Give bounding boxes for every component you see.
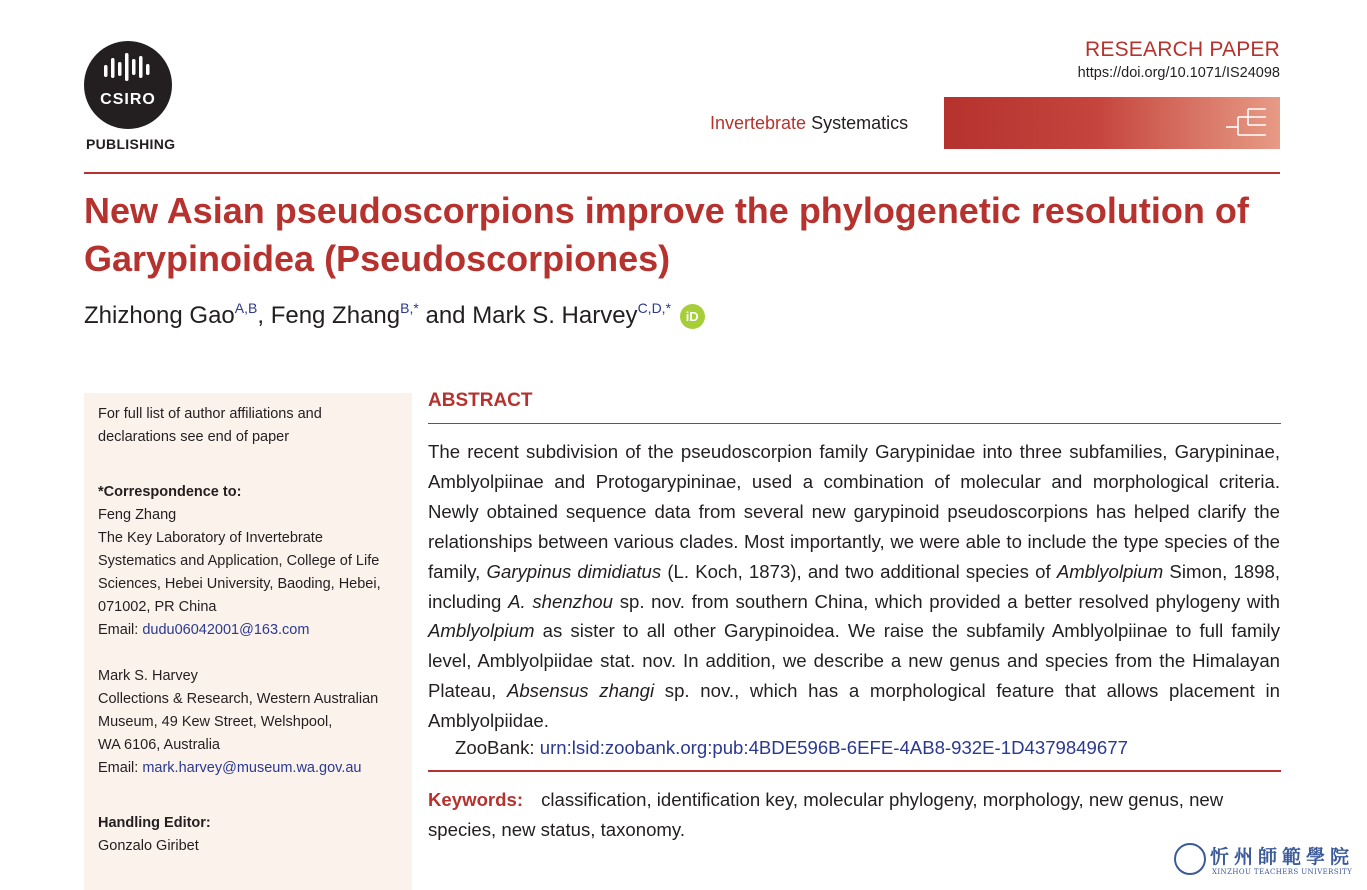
author-affiliation: A,B bbox=[234, 300, 258, 316]
handling-editor-name: Gonzalo Giribet bbox=[98, 838, 199, 854]
watermark-english-name: XINZHOU TEACHERS UNIVERSITY bbox=[1212, 868, 1353, 876]
author-name: Feng Zhang bbox=[270, 302, 401, 329]
journal-name-part1: Invertebrate bbox=[710, 113, 807, 133]
affiliations-note: For full list of author affiliations and declarations see end of paper bbox=[98, 406, 322, 445]
contact-address: The Key Laboratory of Invertebrate bbox=[98, 530, 323, 546]
taxon-name: A. shenzhou bbox=[508, 590, 613, 612]
article-type: RESEARCH PAPER bbox=[1085, 38, 1280, 61]
taxon-name: Amblyolpium bbox=[428, 620, 535, 642]
abstract-run: sp. nov., which has a morphological feature that allows placement in Amblyolpiidae. bbox=[428, 680, 1280, 732]
contact-address: 071002, PR China bbox=[98, 599, 217, 615]
author-name: Zhizhong Gao bbox=[84, 302, 235, 329]
abstract-run: as sister to all other Garypinoidea. We raise the subfamily Amblyolpiinae to full family level, Amblyolpiidae stat. nov. In addition, we describe a new genus and species from the Himalayan Plateau, bbox=[428, 620, 1280, 702]
contact-address: Collections & Research, Western Australian bbox=[98, 691, 379, 707]
phylogeny-tree-icon bbox=[1224, 105, 1268, 141]
doi-link[interactable]: https://doi.org/10.1071/IS24098 bbox=[1077, 65, 1280, 81]
zoobank-row bbox=[455, 737, 1128, 759]
keywords-text: classification, identification key, molecular phylogeny, morphology, new genus, new species, new status, taxonomy. bbox=[428, 789, 1224, 840]
email-label: Email: bbox=[98, 760, 139, 776]
keywords-divider bbox=[428, 770, 1281, 772]
keywords bbox=[428, 785, 1280, 845]
zoobank-link[interactable]: urn:lsid:zoobank.org:pub:4BDE596B-6EFE-4AB8-932E-1D4379849677 bbox=[539, 737, 1128, 758]
email-link[interactable]: mark.harvey@museum.wa.gov.au bbox=[142, 760, 362, 776]
author-affiliation: C,D,* bbox=[637, 300, 672, 316]
email-link[interactable]: dudu06042001@163.com bbox=[142, 622, 310, 638]
journal-name-part2: Systematics bbox=[811, 113, 909, 133]
contact-address: Systematics and Application, College of Life bbox=[98, 553, 380, 569]
contact-address: WA 6106, Australia bbox=[98, 737, 220, 753]
contact-name: Feng Zhang bbox=[98, 507, 177, 523]
university-seal-icon bbox=[1174, 843, 1206, 875]
author-name: Mark S. Harvey bbox=[472, 302, 638, 329]
abstract-heading: ABSTRACT bbox=[428, 390, 533, 411]
contact-name: Mark S. Harvey bbox=[98, 668, 198, 684]
contact-address: Sciences, Hebei University, Baoding, Hebei, bbox=[98, 576, 381, 592]
journal-name bbox=[710, 113, 908, 134]
university-watermark bbox=[1174, 841, 1354, 881]
zoobank-label: ZooBank: bbox=[455, 737, 540, 758]
csiro-bars-icon bbox=[101, 53, 155, 83]
contact-address: Museum, 49 Kew Street, Welshpool, bbox=[98, 714, 333, 730]
handling-editor-label: Handling Editor: bbox=[98, 815, 211, 831]
abstract-run: The recent subdivision of the pseudoscorpion family Garypinidae into three subfamilies, Garypininae, Amblyolpiinae and Protogarypininae, used a combination of molecular and morphological criteria. Newly obtained sequence data from several new garypinoid pseudoscorpions has helped clarify the relationships between various clades. Most importantly, we were able to include the type species of the family, bbox=[428, 441, 1280, 582]
contact-email-row bbox=[98, 619, 400, 642]
article-title: New Asian pseudoscorpions improve the phylogenetic resolution of Garypinoidea (Pseudoscorpiones) bbox=[84, 190, 1249, 279]
journal-banner bbox=[944, 97, 1280, 149]
abstract-run: (L. Koch, 1873), and two additional species of bbox=[661, 560, 1057, 582]
taxon-name: Absensus zhangi bbox=[506, 680, 655, 702]
abstract-text bbox=[428, 437, 1280, 736]
abstract-run: sp. nov. from southern China, which provided a better resolved phylogeny with bbox=[613, 590, 1281, 612]
csiro-logo-text: CSIRO bbox=[100, 91, 156, 108]
csiro-logo bbox=[84, 41, 172, 129]
author-separator: , bbox=[257, 302, 271, 329]
email-label: Email: bbox=[98, 622, 139, 638]
author-separator: and bbox=[418, 302, 473, 329]
author-affiliation: B,* bbox=[400, 300, 419, 316]
abstract-divider bbox=[428, 423, 1281, 424]
taxon-name: Garypinus dimidiatus bbox=[486, 560, 662, 582]
contact-email-row bbox=[98, 757, 400, 780]
correspondence-label: *Correspondence to: bbox=[98, 484, 242, 500]
watermark-chinese-name: 忻州師範學院 bbox=[1210, 846, 1355, 868]
keywords-label: Keywords: bbox=[428, 789, 524, 810]
author-list bbox=[84, 300, 705, 330]
correspondence-sidebar bbox=[84, 393, 412, 890]
abstract-run: Simon, 1898, including bbox=[428, 560, 1280, 612]
publishing-label: PUBLISHING bbox=[86, 136, 176, 152]
orcid-icon[interactable]: iD bbox=[680, 304, 705, 329]
header-divider bbox=[84, 172, 1280, 174]
taxon-name: Amblyolpium bbox=[1056, 560, 1164, 582]
